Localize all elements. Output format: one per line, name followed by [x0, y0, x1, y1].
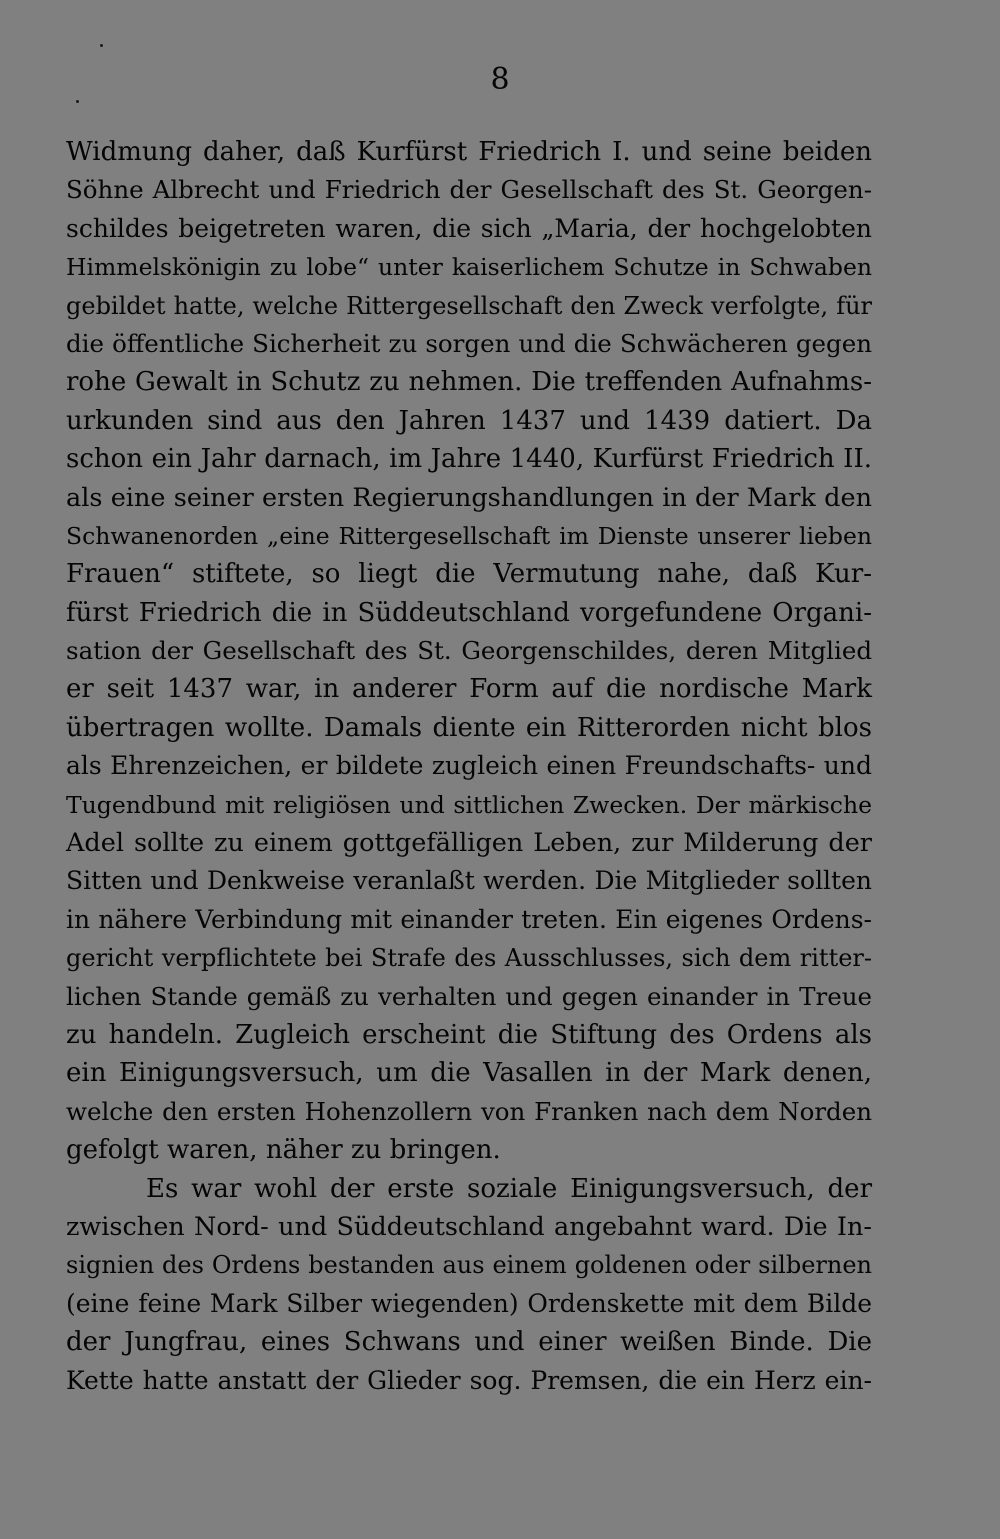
text-line: urkunden sind aus den Jahren 1437 und 1439 datiert. Da: [66, 405, 872, 436]
text-line: Widmung daher, daß Kurfürst Friedrich I. und seine beiden: [66, 137, 872, 167]
text-line: lichen Stande gemäß zu verhalten und gegen einander in Treue: [66, 981, 872, 1011]
text-line: welche den ersten Hohenzollern von Franken nach dem Norden: [66, 1096, 872, 1126]
text-line: er seit 1437 war, in anderer Form auf die nordische Mark: [66, 674, 872, 705]
text-line: Kette hatte anstatt der Glieder sog. Premsen, die ein Herz ein-: [66, 1365, 872, 1395]
text-line: gericht verpflichtete bei Strafe des Ausschlusses, sich dem ritter-: [66, 944, 872, 973]
body-text: [66, 133, 872, 1400]
text-line: die öffentliche Sicherheit zu sorgen und die Schwächeren gegen: [66, 328, 872, 358]
text-line: zwischen Nord- und Süddeutschland angebahnt ward. Die In-: [66, 1211, 872, 1242]
text-line: (eine feine Mark Silber wiegenden) Ordenskette mit dem Bilde: [66, 1288, 872, 1318]
text-line: Schwanenorden „eine Rittergesellschaft im Dienste unserer lieben: [66, 521, 872, 550]
text-line: Himmelskönigin zu lobe“ unter kaiserlichem Schutze in Schwaben: [66, 253, 872, 282]
text-line: gefolgt waren, näher zu bringen.: [66, 1135, 501, 1166]
text-line: als eine seiner ersten Regierungshandlungen in der Mark den: [66, 482, 872, 513]
text-line: schon ein Jahr darnach, im Jahre 1440, Kurfürst Friedrich II.: [66, 444, 872, 475]
page-number: 8: [490, 62, 510, 97]
text-line: gebildet hatte, welche Rittergesellschaft den Zweck verfolgte, für: [66, 291, 872, 320]
text-line: signien des Ordens bestanden aus einem goldenen oder silbernen: [66, 1251, 872, 1280]
text-line: als Ehrenzeichen, er bildete zugleich einen Freundschafts- und: [66, 751, 872, 781]
text-line: Sitten und Denkweise veranlaßt werden. Die Mitglieder sollten: [66, 866, 872, 896]
text-line: sation der Gesellschaft des St. Georgenschildes, deren Mitglied: [66, 636, 872, 666]
text-line: Söhne Albrecht und Friedrich der Gesellschaft des St. Georgen-: [66, 175, 872, 205]
text-line: fürst Friedrich die in Süddeutschland vorgefundene Organi-: [66, 597, 872, 628]
text-line: übertragen wollte. Damals diente ein Ritterorden nicht blos: [66, 712, 872, 743]
text-line: Frauen“ stiftete, so liegt die Vermutung nahe, daß Kur-: [66, 559, 872, 590]
text-line: zu handeln. Zugleich erscheint die Stiftung des Ordens als: [66, 1019, 872, 1050]
text-line: in nähere Verbindung mit einander treten. Ein eigenes Ordens-: [66, 904, 872, 934]
text-line: schildes beigetreten waren, die sich „Maria, der hochgelobten: [66, 213, 872, 243]
scan-speck: [100, 44, 103, 47]
text-line: Es war wohl der erste soziale Einigungsversuch, der: [146, 1173, 872, 1204]
text-line: rohe Gewalt in Schutz zu nehmen. Die treffenden Aufnahms-: [66, 367, 872, 398]
text-line: Tugendbund mit religiösen und sittlichen Zwecken. Der märkische: [66, 790, 872, 819]
text-line: ein Einigungsversuch, um die Vasallen in der Mark denen,: [66, 1058, 872, 1089]
text-line: Adel sollte zu einem gottgefälligen Leben, zur Milderung der: [66, 828, 872, 859]
text-line: der Jungfrau, eines Schwans und einer weißen Binde. Die: [66, 1327, 872, 1358]
scan-speck: [76, 100, 79, 103]
